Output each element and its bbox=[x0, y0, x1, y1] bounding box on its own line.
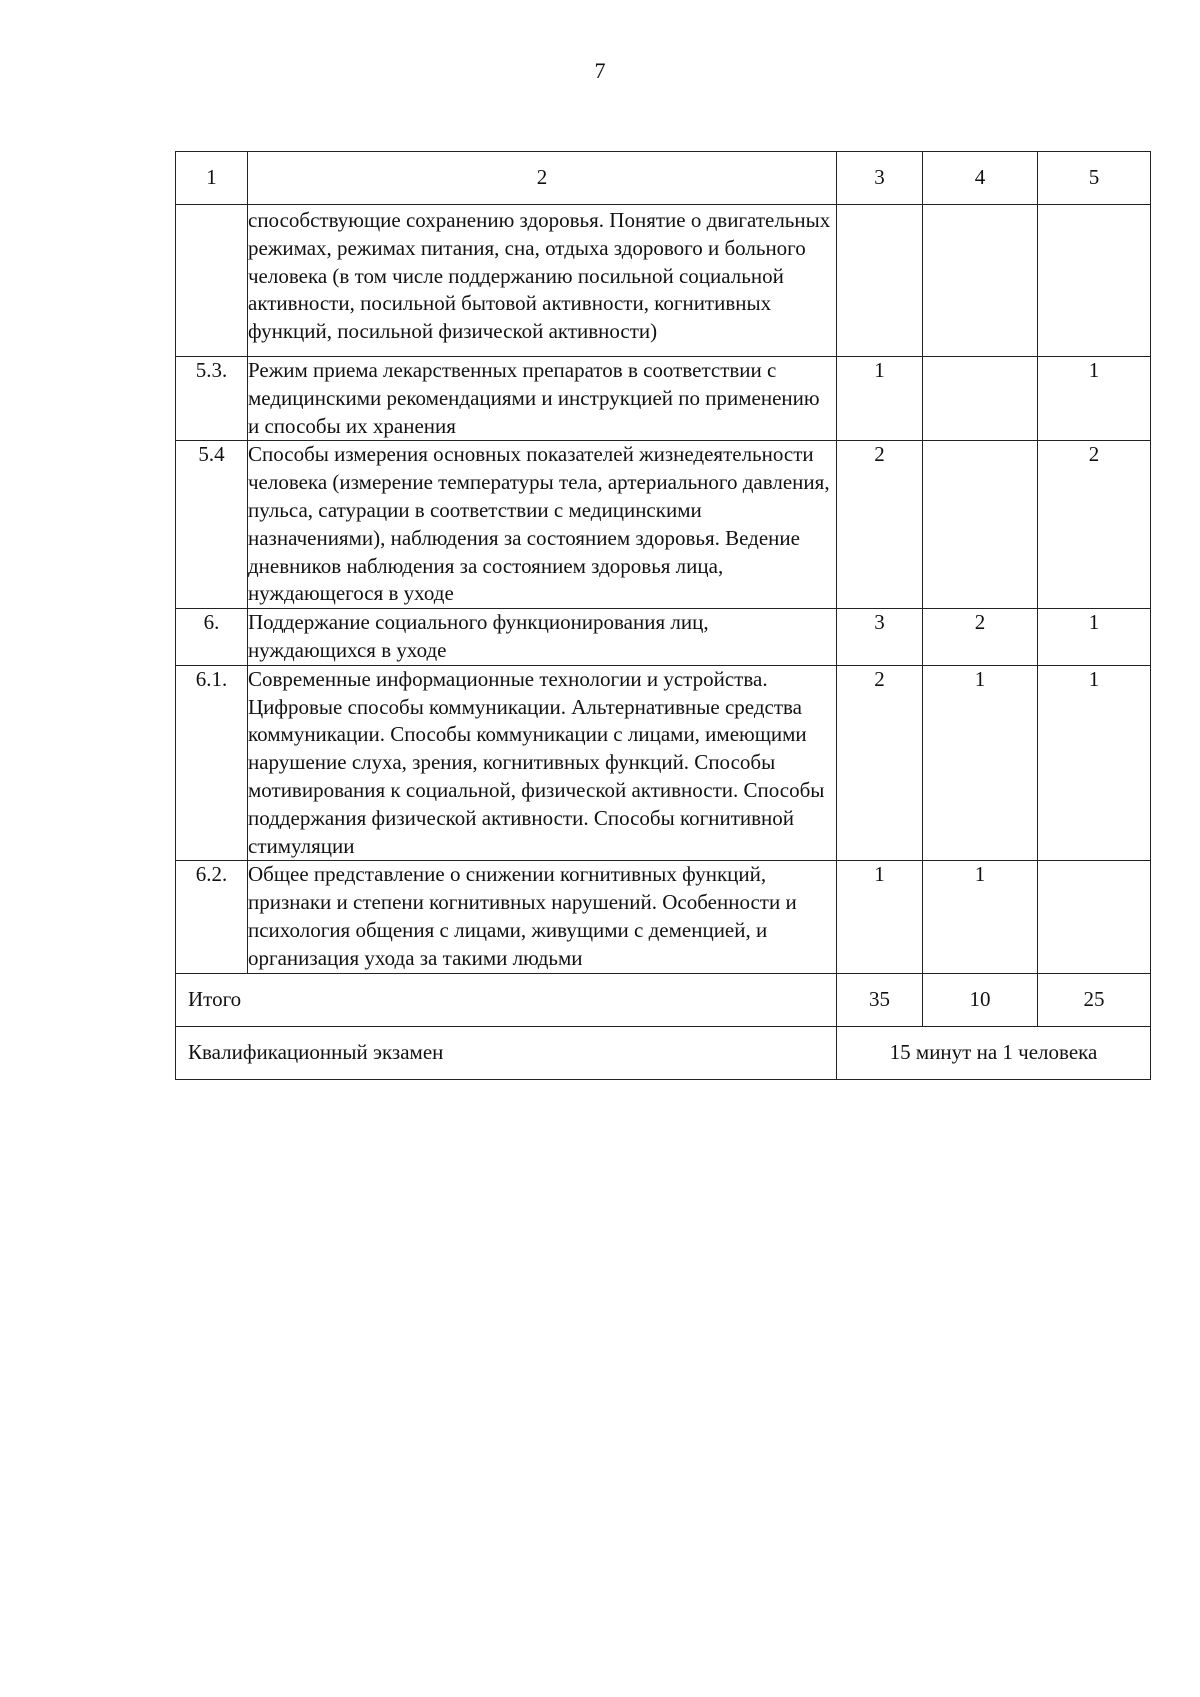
row-topic: Современные информационные технологии и устройства. Цифровые способы коммуникации. Альтернативные средства коммуникации. Способы коммуникации с лицами, имеющими нарушение слуха, зрения, когнитивных функций. Способы мотивирования к социальной, физической активности. Способы поддержания физической активности. Способы когнитивной стимуляции bbox=[248, 665, 837, 861]
table-header-row bbox=[176, 152, 1151, 205]
total-label: Итого bbox=[176, 973, 837, 1026]
table-row bbox=[176, 205, 1151, 357]
row-topic: Способы измерения основных показателей жизнедеятельности человека (измерение температуры тела, артериального давления, пульса, сатурации в соответствии с медицинскими назначениями), наблюдения за состоянием здоровья. Ведение дневников наблюдения за состоянием здоровья лица, нуждающегося в уходе bbox=[248, 441, 837, 609]
header-cell-4: 4 bbox=[923, 152, 1038, 205]
header-cell-1: 1 bbox=[176, 152, 248, 205]
header-cell-5: 5 bbox=[1038, 152, 1151, 205]
row-hours-col3: 1 bbox=[837, 356, 923, 440]
header-cell-3: 3 bbox=[837, 152, 923, 205]
row-hours-col3: 3 bbox=[837, 609, 923, 666]
row-hours-col5 bbox=[1038, 205, 1151, 357]
row-number: 6.2. bbox=[176, 861, 248, 973]
row-hours-col4: 2 bbox=[923, 609, 1038, 666]
row-number: 5.3. bbox=[176, 356, 248, 440]
exam-label: Квалификационный экзамен bbox=[176, 1026, 837, 1079]
row-hours-col4 bbox=[923, 356, 1038, 440]
row-number: 6. bbox=[176, 609, 248, 666]
row-hours-col5: 1 bbox=[1038, 356, 1151, 440]
row-hours-col3: 1 bbox=[837, 861, 923, 973]
row-hours-col5 bbox=[1038, 861, 1151, 973]
row-hours-col5: 1 bbox=[1038, 665, 1151, 861]
header-cell-2: 2 bbox=[248, 152, 837, 205]
row-hours-col3 bbox=[837, 205, 923, 357]
total-row bbox=[176, 973, 1151, 1026]
table-row bbox=[176, 441, 1151, 609]
row-hours-col5: 1 bbox=[1038, 609, 1151, 666]
total-col4: 10 bbox=[923, 973, 1038, 1026]
total-col3: 35 bbox=[837, 973, 923, 1026]
row-topic: Режим приема лекарственных препаратов в соответствии с медицинскими рекомендациями и инструкцией по применению и способы их хранения bbox=[248, 356, 837, 440]
table-row bbox=[176, 665, 1151, 861]
row-hours-col5: 2 bbox=[1038, 441, 1151, 609]
row-number: 5.4 bbox=[176, 441, 248, 609]
curriculum-table bbox=[175, 151, 1151, 1080]
row-topic: способствующие сохранению здоровья. Понятие о двигательных режимах, режимах питания, сна, отдыха здорового и больного человека (в том числе поддержанию посильной социальной активности, посильной бытовой активности, когнитивных функций, посильной физической активности) bbox=[248, 205, 837, 357]
row-hours-col4 bbox=[923, 441, 1038, 609]
exam-duration: 15 минут на 1 человека bbox=[837, 1026, 1151, 1079]
row-hours-col4 bbox=[923, 205, 1038, 357]
row-hours-col3: 2 bbox=[837, 665, 923, 861]
exam-row bbox=[176, 1026, 1151, 1079]
row-number bbox=[176, 205, 248, 357]
row-hours-col4: 1 bbox=[923, 665, 1038, 861]
row-hours-col3: 2 bbox=[837, 441, 923, 609]
table-row bbox=[176, 356, 1151, 440]
row-number: 6.1. bbox=[176, 665, 248, 861]
row-hours-col4: 1 bbox=[923, 861, 1038, 973]
row-topic: Общее представление о снижении когнитивных функций, признаки и степени когнитивных нарушений. Особенности и психология общения с лицами, живущими с деменцией, и организация ухода за такими людьми bbox=[248, 861, 837, 973]
table-row bbox=[176, 609, 1151, 666]
total-col5: 25 bbox=[1038, 973, 1151, 1026]
page-number: 7 bbox=[594, 58, 606, 83]
table-row bbox=[176, 861, 1151, 973]
row-topic: Поддержание социального функционирования лиц, нуждающихся в уходе bbox=[248, 609, 837, 666]
